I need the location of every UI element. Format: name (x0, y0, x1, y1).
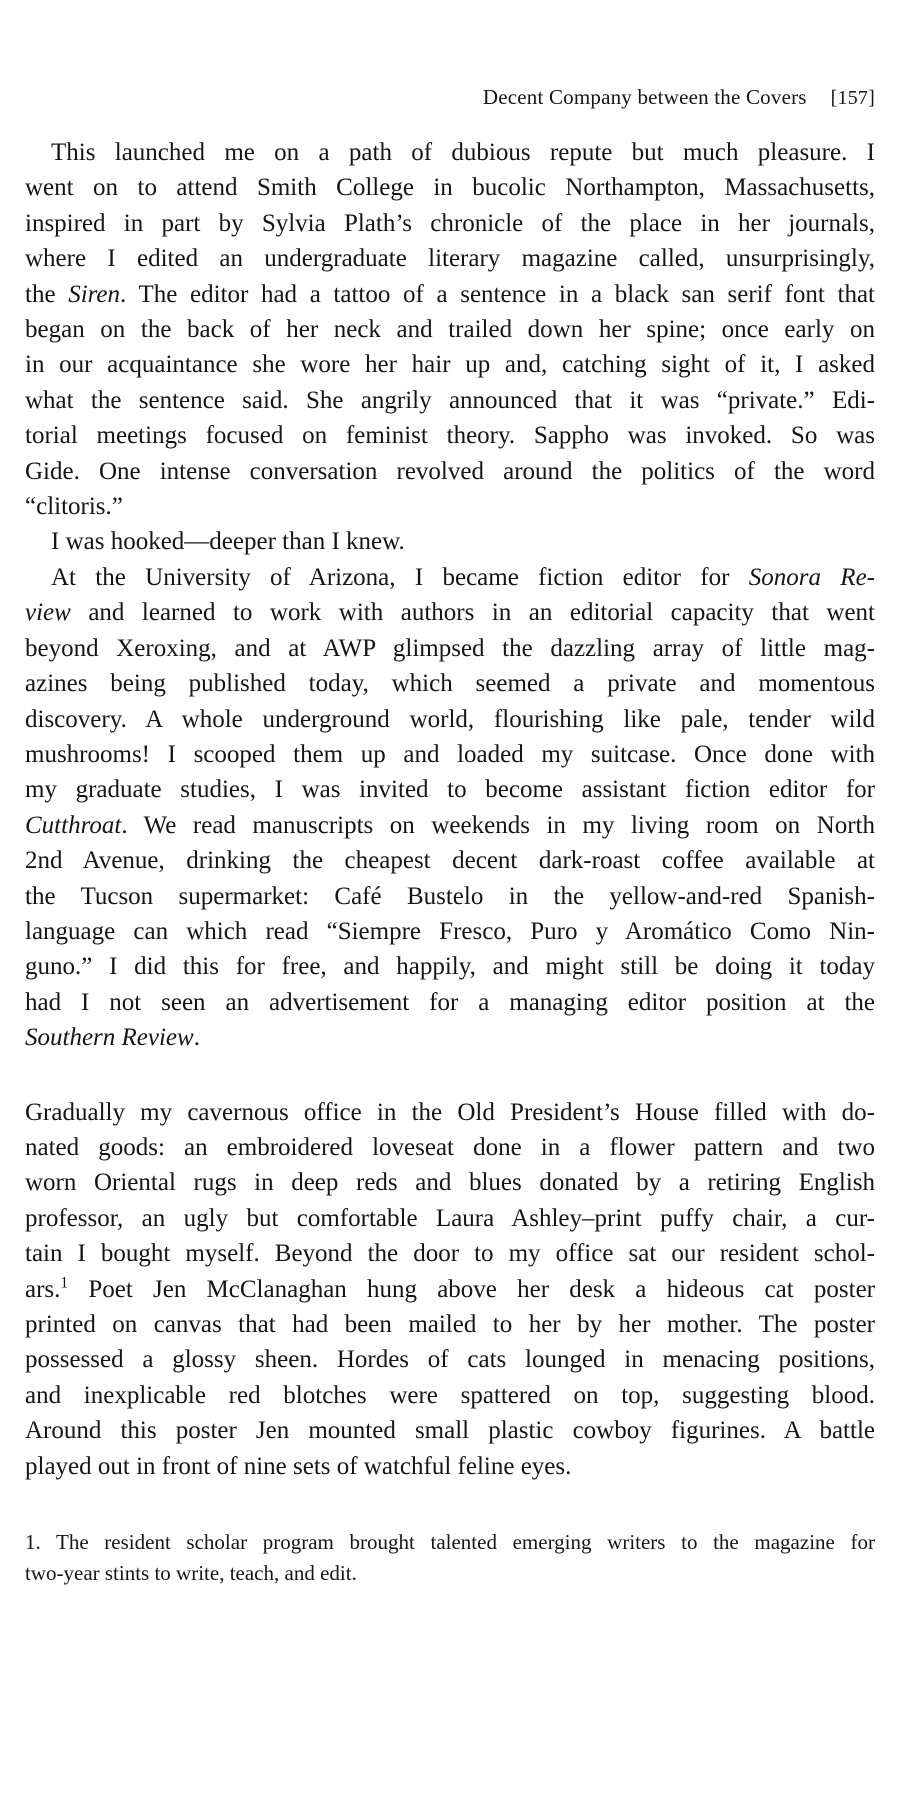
text-line (25, 1558, 875, 1589)
text-segment: . We read manuscripts on weekends in my living room on North (121, 811, 875, 839)
text-segment: worn Oriental rugs in deep reds and blues donated by a retiring English (25, 1169, 875, 1197)
italic-text: view (25, 599, 71, 627)
text-segment: I was hooked—deeper than I knew. (51, 528, 405, 556)
text-segment: professor, an ugly but comfortable Laura Ashley–print puffy chair, a cur- (25, 1204, 875, 1232)
text-segment: This launched me on a path of dubious repute but much pleasure. I (51, 139, 875, 166)
text-segment: guno.” I did this for free, and happily, and might still be doing it today (25, 953, 875, 981)
text-line (25, 347, 875, 382)
text-line (25, 454, 875, 489)
body-text (25, 135, 875, 1484)
text-segment: discovery. A whole underground world, flourishing like pale, tender wild (25, 705, 875, 733)
text-segment: and inexplicable red blotches were spattered on top, suggesting blood. (25, 1381, 875, 1409)
italic-text: Cutthroat (25, 811, 122, 839)
text-line (25, 879, 875, 914)
text-segment: nated goods: an embroidered loveseat done in a flower pattern and two (25, 1133, 875, 1161)
text-segment: played out in front of nine sets of watchful feline eyes. (25, 1452, 572, 1480)
paragraph (25, 560, 875, 1056)
text-segment: beyond Xeroxing, and at AWP glimpsed the dazzling array of little mag- (25, 634, 875, 662)
text-line (25, 170, 875, 205)
italic-text: Sonora Re- (748, 563, 875, 591)
text-segment: At the University of Arizona, I became fiction editor for (51, 563, 749, 591)
text-segment: where I edited an undergraduate literary magazine called, unsurprisingly, (25, 245, 875, 273)
text-line (25, 241, 875, 276)
text-line (25, 666, 875, 701)
text-line (25, 1272, 875, 1307)
text-segment: mushrooms! I scooped them up and loaded my suitcase. Once done with (25, 740, 875, 768)
italic-text: Southern Review (25, 1024, 194, 1052)
chapter-title: Decent Company between the Covers (482, 85, 807, 109)
text-segment: possessed a glossy sheen. Hordes of cats lounged in menacing positions, (25, 1346, 875, 1374)
text-line (25, 595, 875, 630)
text-segment: inspired in part by Sylvia Plath’s chronicle of the place in her journals, (25, 209, 875, 237)
text-line (25, 737, 875, 772)
text-line (25, 1413, 875, 1448)
text-segment: “clitoris.” (25, 493, 123, 521)
paragraph (25, 135, 875, 524)
italic-text: Siren (68, 280, 121, 308)
text-line (25, 1307, 875, 1342)
text-line (25, 383, 875, 418)
text-line (25, 277, 875, 312)
text-segment: and learned to work with authors in an editorial capacity that went (70, 599, 875, 627)
footnote (25, 1527, 875, 1589)
text-line (25, 985, 875, 1020)
text-segment: the (25, 280, 69, 308)
running-header (25, 84, 875, 111)
text-segment: tain I bought myself. Beyond the door to my office sat our resident schol- (25, 1240, 875, 1268)
text-line (25, 1020, 875, 1055)
text-line (25, 312, 875, 347)
text-line (25, 1449, 875, 1484)
text-segment: went on to attend Smith College in bucolic Northampton, Massachusetts, (25, 174, 875, 202)
text-line (25, 1201, 875, 1236)
text-line (25, 135, 875, 170)
text-segment: . The editor had a tattoo of a sentence in a black san serif font that (120, 280, 875, 308)
text-segment: what the sentence said. She angrily announced that it was “private.” Edi- (25, 386, 875, 414)
text-line (25, 772, 875, 807)
paragraph (25, 524, 875, 559)
text-line (25, 808, 875, 843)
text-line (25, 1527, 875, 1558)
text-segment: language can which read “Siempre Fresco, Puro y Aromático Como Nin- (25, 917, 875, 945)
text-segment: Gide. One intense conversation revolved around the politics of the word (25, 457, 875, 485)
text-line (25, 560, 875, 595)
text-segment: my graduate studies, I was invited to become assistant fiction editor for (25, 776, 875, 804)
text-segment: azines being published today, which seemed a private and momentous (25, 670, 875, 698)
footnote-reference: 1 (60, 1274, 69, 1292)
text-line (25, 1095, 875, 1130)
text-segment: began on the back of her neck and trailed down her spine; once early on (25, 316, 875, 344)
text-line (25, 418, 875, 453)
text-line (25, 489, 875, 524)
text-segment: the Tucson supermarket: Café Bustelo in the yellow-and-red Spanish- (25, 882, 875, 910)
text-line (25, 1165, 875, 1200)
text-segment: Around this poster Jen mounted small plastic cowboy figurines. A battle (25, 1417, 875, 1445)
text-line (25, 914, 875, 949)
text-segment: 2nd Avenue, drinking the cheapest decent dark-roast coffee available at (25, 847, 875, 875)
text-segment: in our acquaintance she wore her hair up and, catching sight of it, I asked (25, 351, 875, 379)
text-line (25, 949, 875, 984)
text-line (25, 1130, 875, 1165)
text-segment: ars. (25, 1275, 61, 1303)
text-segment: torial meetings focused on feminist theory. Sappho was invoked. So was (25, 422, 875, 450)
page-number: [157] (830, 87, 875, 109)
text-line (25, 1236, 875, 1271)
text-segment: printed on canvas that had been mailed to her by her mother. The poster (25, 1311, 875, 1338)
text-line (25, 524, 875, 559)
text-line (25, 631, 875, 666)
text-segment: Gradually my cavernous office in the Old President’s House filled with do- (25, 1098, 875, 1126)
text-line (25, 1378, 875, 1413)
text-line (25, 1342, 875, 1377)
paragraph (25, 1095, 875, 1484)
text-segment: . (193, 1024, 200, 1052)
text-segment: 1. The resident scholar program brought talented emerging writers to the magazine for (25, 1530, 875, 1555)
text-line (25, 702, 875, 737)
text-line (25, 206, 875, 241)
text-segment: Poet Jen McClanaghan hung above her desk a hideous cat poster (68, 1275, 875, 1303)
text-segment: two-year stints to write, teach, and edit. (25, 1561, 357, 1586)
text-line (25, 843, 875, 878)
text-segment: had I not seen an advertisement for a managing editor position at the (25, 988, 875, 1016)
